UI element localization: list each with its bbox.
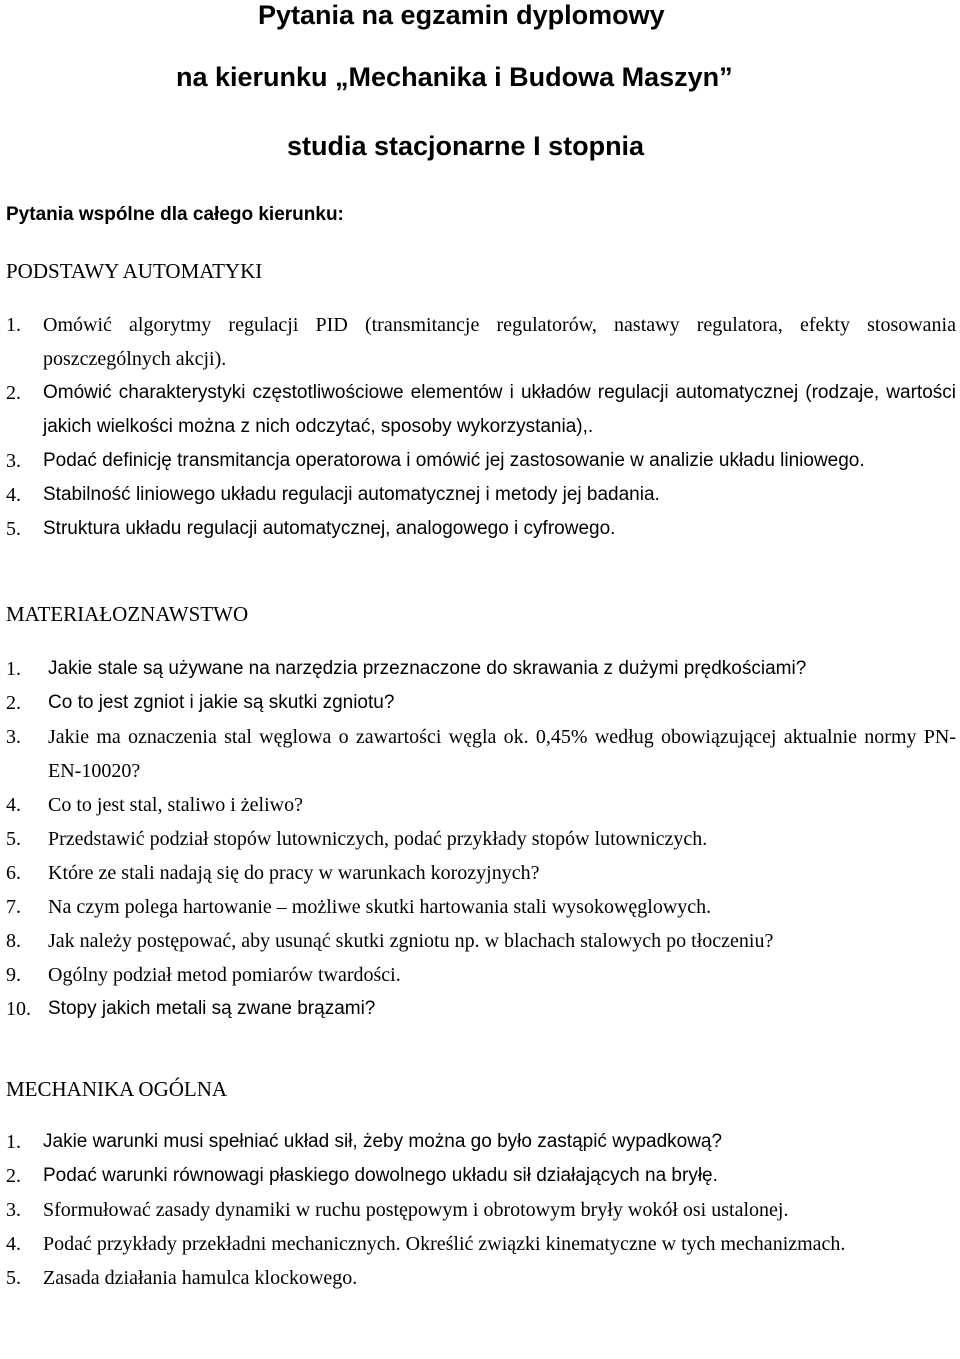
section-title-mechanika-ogolna: MECHANIKA OGÓLNA bbox=[6, 1077, 228, 1101]
question-text: Które ze stali nadają się do pracy w warunkach korozyjnych? bbox=[48, 862, 540, 884]
question-number: 5. bbox=[6, 1267, 21, 1289]
question-text: Podać przykłady przekładni mechanicznych. Określić związki kinematyczne w tych mechanizmach. bbox=[43, 1233, 846, 1255]
question-number: 3. bbox=[6, 450, 21, 472]
question-number: 5. bbox=[6, 518, 21, 540]
question-text: Omówić algorytmy regulacji PID (transmitancje regulatorów, nastawy regulatora, efekty stosowania poszczególnych akcji). bbox=[43, 314, 956, 370]
question-number: 7. bbox=[6, 896, 21, 918]
question-item bbox=[6, 308, 956, 376]
question-item bbox=[6, 652, 956, 686]
section-title-podstawy-automatyki: PODSTAWY AUTOMATYKI bbox=[6, 259, 263, 283]
question-text: Podać warunki równowagi płaskiego dowolnego układu sił działających na bryłę. bbox=[43, 1165, 718, 1186]
question-item bbox=[6, 958, 956, 992]
question-item bbox=[6, 1227, 956, 1261]
question-item bbox=[6, 1125, 956, 1159]
question-text: Stabilność liniowego układu regulacji automatycznej i metody jej badania. bbox=[43, 484, 660, 505]
question-item bbox=[6, 890, 956, 924]
question-number: 1. bbox=[6, 314, 21, 336]
question-text: Zasada działania hamulca klockowego. bbox=[43, 1267, 358, 1289]
question-text: Co to jest stal, staliwo i żeliwo? bbox=[48, 794, 303, 816]
question-list-podstawy-automatyki bbox=[6, 308, 956, 546]
question-text: Przedstawić podział stopów lutowniczych, podać przykłady stopów lutowniczych. bbox=[48, 828, 708, 850]
question-number: 2. bbox=[6, 382, 21, 404]
question-item bbox=[6, 856, 956, 890]
question-number: 9. bbox=[6, 964, 21, 986]
section-title-materialoznawstwo: MATERIAŁOZNAWSTWO bbox=[6, 602, 249, 626]
question-number: 3. bbox=[6, 1199, 21, 1221]
question-list-materialoznawstwo bbox=[6, 652, 956, 1026]
question-item bbox=[6, 992, 956, 1026]
question-text: Stopy jakich metali są zwane brązami? bbox=[48, 998, 376, 1019]
question-item bbox=[6, 444, 956, 478]
document-subtitle-mode: studia stacjonarne I stopnia bbox=[287, 131, 645, 161]
question-item bbox=[6, 1193, 956, 1227]
question-number: 8. bbox=[6, 930, 21, 952]
question-text: Co to jest zgniot i jakie są skutki zgniotu? bbox=[48, 692, 395, 713]
question-number: 4. bbox=[6, 484, 21, 506]
question-number: 1. bbox=[6, 1131, 21, 1153]
question-text: Jak należy postępować, aby usunąć skutki zgniotu np. w blachach stalowych po tłoczeniu? bbox=[48, 930, 774, 952]
question-text: Jakie warunki musi spełniać układ sił, żeby można go było zastąpić wypadkową? bbox=[43, 1131, 723, 1152]
question-number: 2. bbox=[6, 692, 21, 714]
question-item bbox=[6, 924, 956, 958]
question-item bbox=[6, 720, 956, 788]
question-number: 6. bbox=[6, 862, 21, 884]
question-text: Na czym polega hartowanie – możliwe skutki hartowania stali wysokowęglowych. bbox=[48, 896, 712, 918]
question-number: 10. bbox=[6, 998, 31, 1020]
question-number: 3. bbox=[6, 726, 21, 748]
question-number: 5. bbox=[6, 828, 21, 850]
question-number: 1. bbox=[6, 658, 21, 680]
document-title: Pytania na egzamin dyplomowy bbox=[258, 0, 665, 30]
question-item bbox=[6, 1159, 956, 1193]
question-number: 4. bbox=[6, 1233, 21, 1255]
question-item bbox=[6, 788, 956, 822]
document-subtitle-field: na kierunku „Mechanika i Budowa Maszyn” bbox=[176, 62, 733, 92]
question-item bbox=[6, 512, 956, 546]
question-number: 4. bbox=[6, 794, 21, 816]
common-questions-label: Pytania wspólne dla całego kierunku: bbox=[6, 204, 344, 225]
question-item bbox=[6, 1261, 956, 1295]
question-item bbox=[6, 376, 956, 444]
question-item bbox=[6, 478, 956, 512]
question-item bbox=[6, 686, 956, 720]
question-number: 2. bbox=[6, 1165, 21, 1187]
question-text: Jakie stale są używane na narzędzia przeznaczone do skrawania z dużymi prędkościami? bbox=[48, 658, 807, 679]
question-text: Struktura układu regulacji automatycznej, analogowego i cyfrowego. bbox=[43, 518, 616, 539]
question-item bbox=[6, 822, 956, 856]
question-text: Jakie ma oznaczenia stal węglowa o zawartości węgla ok. 0,45% według obowiązującej aktualnie normy PN-EN-10020? bbox=[48, 726, 956, 782]
question-text: Podać definicję transmitancja operatorowa i omówić jej zastosowanie w analizie układu liniowego. bbox=[43, 450, 865, 471]
question-text: Omówić charakterystyki częstotliwościowe elementów i układów regulacji automatycznej (rodzaje, wartości jakich wielkości można z nich odczytać, sposoby wykorzystania),. bbox=[43, 382, 956, 437]
question-list-mechanika-ogolna bbox=[6, 1125, 956, 1295]
question-text: Ogólny podział metod pomiarów twardości. bbox=[48, 964, 401, 986]
question-text: Sformułować zasady dynamiki w ruchu postępowym i obrotowym bryły wokół osi ustalonej. bbox=[43, 1199, 789, 1221]
